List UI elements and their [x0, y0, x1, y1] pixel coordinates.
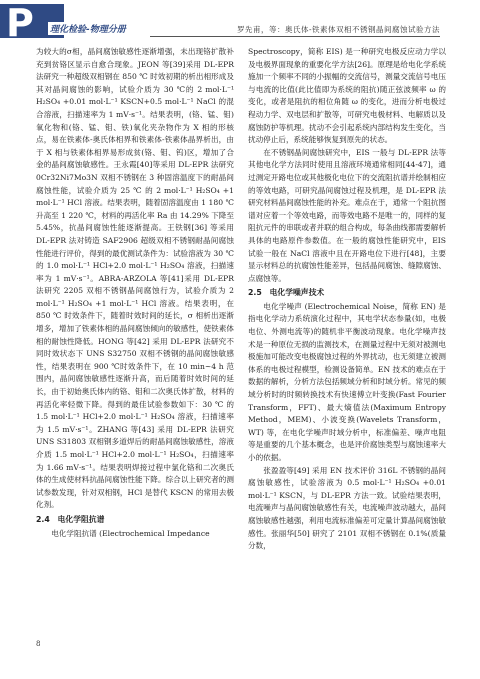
left-paragraph-2: 电化学阻抗谱 (Electrochemical Impedance — [51, 528, 210, 538]
section-heading-2-5: 2.5 电化学噪声技术 — [248, 288, 325, 298]
right-paragraph-3: 电化学噪声 (Electrochemical Noise，简称 EN) 是指电化学动力系统演化过程中，其电学状态参量(如，电极电位、外测电流等)的随机非平衡波动现象。电化学噪声技术是一种原位无损的监测技术，在测量过程中无须对被测电极施加可能改变电极腐蚀过程的外界扰动，也无须建立被测体系的电极过程模型，检测设备简单。EN 技术的难点在于数据的解析，分析方法包括频域分析和时域分析。常见的频域分析时的时频转换技术有快速傅立叶变换(Fast Fourier Transform，FFT)、最大熵值法(Maximum Entropy Method，MEM)、小波变换(Wavelets Transform，WT) 等，在电化学噪声时域分析中，标准偏差、噪声电阻等是重要的几个基本概念，也是评价腐蚀类型与腐蚀速率大小的依据。 — [248, 301, 446, 462]
running-head: 罗先甫，等：奥氏体-铁素体双相不锈钢晶间腐蚀试验方法 — [236, 25, 440, 34]
logo-letter: P — [6, 1, 32, 45]
right-column — [248, 46, 446, 553]
right-paragraph-4: 张盈盈等[49] 采用 EN 技术评价 316L 不锈钢的晶间腐蚀敏感性，试验溶液为 0.5 mol·L⁻¹ H₂SO₄ +0.01 mol·L⁻¹ KSCN，与 DL-EPR 方法一致。试验结果表明，电流噪声与晶间腐蚀敏感性有关，电流噪声波动越大，晶间腐蚀敏感性越强，利用电流标准偏差可定量计算晶间腐蚀敏感性。张丽华[50] 研究了 2101 双相不锈钢在 0.1%(质量分数， — [248, 465, 446, 551]
section-heading-2-4: 2.4 电化学阻抗谱 — [36, 514, 105, 524]
journal-name: 理化检验-物理分册 — [48, 22, 128, 35]
left-paragraph-1: 为较大的σ相，晶间腐蚀敏感性逐渐增强，未出现铬扩散补充到贫铬区显示自愈合现象。JEON 等[39]采用 DL-EPR 法研究一种超级双相钢在 850 ℃ 时效初期的析出相形成及其对晶间腐蚀的影响，试验介质为 30 ℃的 2 mol·L⁻¹ H₂SO₄ +0.01 mol·L⁻¹ KSCN+0.5 mol·L⁻¹ NaCl 的混合溶液，扫描速率为 1 mV·s⁻¹。结果表明，(铬、锰、钼)氧化物和(铬、锰、钼、铁)氧化夹杂物作为 X 相的形核点，易在铁素体-奥氏体相界和铁素体-铁素体晶界析出，由于 X 相与铁素体相界易形成贫(铬、钼、钨)区，增加了合金的晶间腐蚀敏感性。王永霞[40]等采用 DL-EPR 法研究 0Cr32Ni7Mo3N 双相不锈钢在 3 种固溶温度下的耐晶间腐蚀性能，试验介质为 25 ℃ 的 2 mol·L⁻¹ H₂SO₄ +1 mol·L⁻¹ HCl 溶液。结果表明，随着固溶温度由 1 180 ℃ 升高至 1 220 ℃，材料的再活化率 Ra 由 14.29% 下降至 5.45%，抗晶间腐蚀性能逐渐提高。王铁钢[36] 等采用 DL-EPR 法对铸造 SAF2906 超级双相不锈钢耐晶间腐蚀性能进行评价，得到的最优测试条件为：试验溶液为 30 ℃的 1.0 mol·L⁻¹ HCl+2.0 mol·L⁻¹ H₂SO₄ 溶液，扫描速率为 1 mV·s⁻¹。ABRA-ARZOLA 等[41]采用 DL-EPR 法研究 2205 双相不锈钢晶间腐蚀行为，试验介质为 2 mol·L⁻¹ H₂SO₄ +1 mol·L⁻¹ HCl 溶液。结果表明，在 850 ℃ 时效条件下，随着时效时间的延长，σ 相析出逐渐增多，增加了铁素体相的晶间腐蚀倾向的敏感性，使铁素体相的耐蚀性降低。HONG 等[42] 采用 DL-EPR 法研究不同时效状态下 UNS S32750 双相不锈钢的晶间腐蚀敏感性，结果表明在 900 ℃时效条件下，在 10 min~4 h 范围内，晶间腐蚀敏感性逐渐升高，而后随着时效时间的延长，由于初始奥氏体内的铬、钼和二次奥氏体扩散，材料的再活化率轻微下降。得到的最佳试验参数如下：30 ℃ 的 1.5 mol·L⁻¹ HCl+2.0 mol·L⁻¹ H₂SO₄ 溶液，扫描速率为 1.5 mV·s⁻¹。ZHANG 等[43] 采用 DL-EPR 法研究 UNS S31803 双相钢多道焊后的耐晶间腐蚀敏感性，溶液介质 1.5 mol·L⁻¹ HCl+2.0 mol·L⁻¹ H₂SO₄，扫描速率为 1.66 mV·s⁻¹。结果表明焊接过程中氯化铬和二次奥氏体的生成使材料抗晶间腐蚀性能下降。综合以上研究者的测试参数发现，针对双相钢，HCl 是替代 KSCN 的常用去极化剂。 — [36, 47, 234, 510]
right-paragraph-2: 在不锈钢晶间腐蚀研究中，EIS 一般与 DL-EPR 法等其他电化学方法同时使用且溶液环境通常相同[44-47]，通过测定开路电位或其他极化电位下的交流阻抗谱并绘制相应的等效电路，可研究晶间腐蚀过程及机理，是 DL-EPR 法研究材料晶间腐蚀性能的补充。难点在于，通常一个阻抗图谱对应着一个等效电路，而等效电路不是唯一的，同样的复阻抗元件的串联或者并联的组合构成，每条曲线都需要解析具体的电路原件参数值。在一般的腐蚀性能研究中，EIS 试验一般在 NaCl 溶液中且在开路电位下进行[48]，主要显示材料总的抗腐蚀性能差异，包括晶间腐蚀、缝隙腐蚀、点腐蚀等。 — [248, 147, 446, 283]
header-rule — [150, 36, 440, 37]
page-header — [0, 0, 480, 48]
right-paragraph-1: Spectroscopy，简称 EIS) 是一种研究电极反应动力学以及电极界面现象的重要化学方法[26]。原理是给电化学系统施加一个频率不同的小振幅的交流信号，测量交流信号电压与电流的比值(此比值即为系统的阻抗)随正弦波频率 ω 的变化，或者是阻抗的相位角随 ω 的变化，进而分析电极过程动力学、双电层和扩散等，可研究电极材料、电解质以及腐蚀防护等机理。扰动不会引起系统内部结构发生变化，当扰动停止后，系统能够恢复到原先的状态。 — [248, 47, 446, 145]
page-number: 8 — [36, 640, 41, 648]
left-column — [36, 46, 234, 540]
